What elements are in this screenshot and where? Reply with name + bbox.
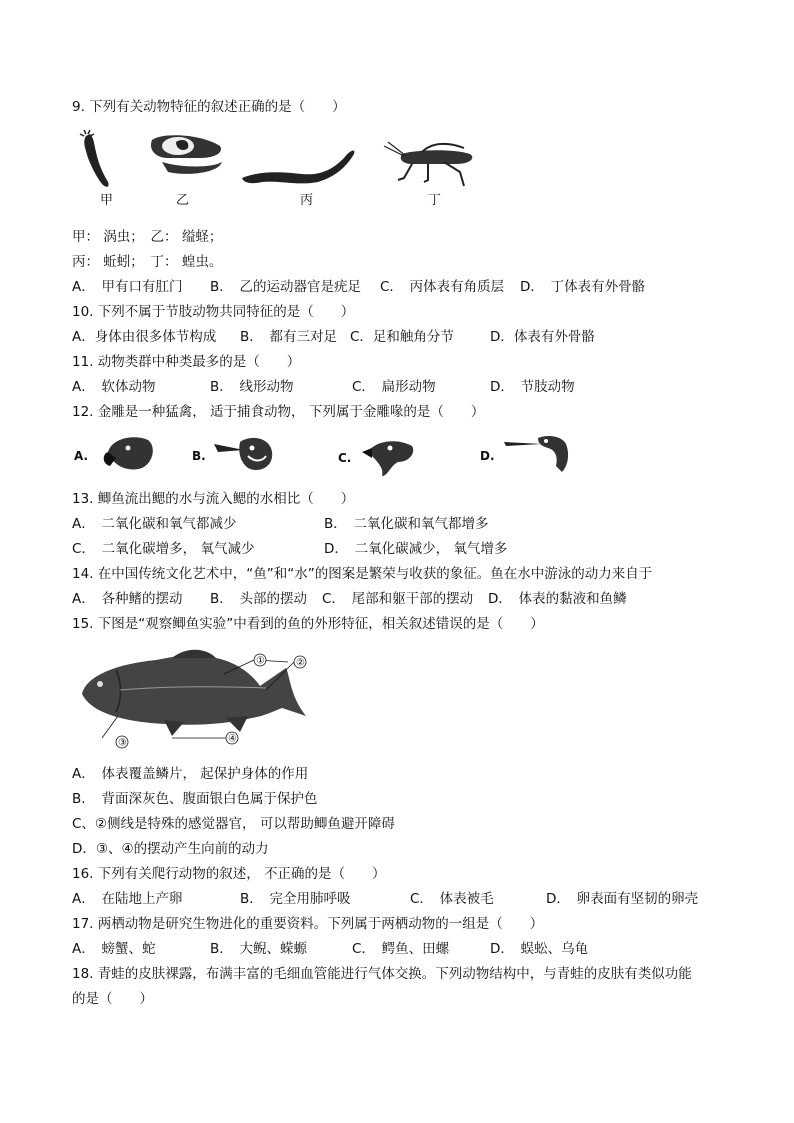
q10-option-b: B． 都有三对足 <box>240 329 338 345</box>
beak-label-d: D. <box>480 449 495 463</box>
q16-stem: 16. 下列有关爬行动物的叙述， 不正确的是（ ） <box>72 866 386 882</box>
q13-option-d: D． 二氧化碳减少， 氧气增多 <box>324 541 508 557</box>
q11-option-a: A． 软体动物 <box>72 379 156 395</box>
q14-option-b: B． 头部的摆动 <box>210 591 308 607</box>
razor-clam-image <box>151 135 222 174</box>
q17-stem: 17. 两栖动物是研究生物进化的重要资料。下列属于两栖动物的一组是（ ） <box>72 916 544 932</box>
q13-stem: 13. 鲫鱼流出鳃的水与流入鳃的水相比（ ） <box>72 491 355 507</box>
beak-b-image <box>214 438 272 470</box>
q16-option-d: D． 卵表面有坚韧的卵壳 <box>546 891 699 907</box>
q13-option-a: A． 二氧化碳和氧气都减少 <box>72 516 237 532</box>
marker-3: ③ <box>118 737 127 749</box>
caption-bing: 丙 <box>300 193 314 208</box>
q9-identity-line2: 丙： 蚯蚓； 丁： 蝗虫。 <box>72 254 223 270</box>
grasshopper-image <box>384 142 472 186</box>
q15-option-c: C、②侧线是特殊的感觉器官， 可以帮助鲫鱼避开障碍 <box>72 816 395 832</box>
q11-option-b: B． 线形动物 <box>210 379 294 395</box>
q12-stem: 12. 金雕是一种猛禽， 适于捕食动物， 下列属于金雕喙的是（ ） <box>72 404 485 420</box>
q10-stem: 10. 下列不属于节肢动物共同特征的是（ ） <box>72 304 355 320</box>
q13-option-c: C． 二氧化碳增多， 氧气减少 <box>72 541 255 557</box>
q11-option-d: D． 节肢动物 <box>490 379 575 395</box>
q13-option-b: B． 二氧化碳和氧气都增多 <box>324 516 489 532</box>
q11-stem: 11. 动物类群中种类最多的是（ ） <box>72 354 301 370</box>
q15-option-a: A． 体表覆盖鳞片， 起保护身体的作用 <box>72 766 309 782</box>
q17-option-b: B． 大鲵、蝾螈 <box>210 941 308 957</box>
q9-identity-line1: 甲： 涡虫； 乙： 缢蛏； <box>72 229 223 245</box>
q9-option-a: A． 甲有口有肛门 <box>72 279 183 295</box>
q17-option-a: A． 螃蟹、蛇 <box>72 941 156 957</box>
q14-option-c: C． 尾部和躯干部的摆动 <box>322 591 474 607</box>
caption-ding: 丁 <box>428 193 442 208</box>
beak-c-image <box>362 441 413 476</box>
flatworm-image <box>80 130 109 187</box>
q17-option-c: C． 鳄鱼、田螺 <box>352 941 450 957</box>
q18-stem-continued: 的是（ ） <box>72 991 153 1007</box>
marker-1: ① <box>256 655 265 667</box>
q9-option-d: D． 丁体表有外骨骼 <box>520 279 646 295</box>
marker-2: ② <box>296 657 305 669</box>
q15-option-d: D．③、④的摆动产生向前的动力 <box>72 841 269 857</box>
q9-stem: 9. 下列有关动物特征的叙述正确的是（ ） <box>72 99 346 115</box>
q15-option-b: B． 背面深灰色、腹面银白色属于保护色 <box>72 791 318 807</box>
earthworm-image <box>242 151 354 184</box>
q14-option-a: A． 各种鳍的摆动 <box>72 591 183 607</box>
q15-fish-figure <box>76 646 326 750</box>
q9-option-c: C． 丙体表有角质层 <box>380 279 505 295</box>
beak-label-b: B. <box>192 449 206 463</box>
q9-animals-figure <box>72 128 492 208</box>
q15-stem: 15. 下图是“观察鲫鱼实验”中看到的鱼的外形特征，相关叙述错误的是（ ） <box>72 616 544 632</box>
q18-stem: 18. 青蛙的皮肤裸露，布满丰富的毛细血管能进行气体交换。下列动物结构中，与青蛙的皮肤有类似功能 <box>72 966 692 982</box>
beak-label-a: A. <box>74 449 89 463</box>
q16-option-a: A． 在陆地上产卵 <box>72 891 183 907</box>
q11-option-c: C． 扁形动物 <box>352 379 436 395</box>
q10-option-c: C．足和触角分节 <box>350 329 454 345</box>
q14-option-d: D． 体表的黏液和鱼鳞 <box>488 591 627 607</box>
beak-a-image <box>104 437 153 469</box>
q12-beaks-figure <box>72 432 592 482</box>
q10-option-a: A．身体由很多体节构成 <box>72 329 217 345</box>
q14-stem: 14. 在中国传统文化艺术中，“鱼”和“水”的图案是繁荣与收获的象征。鱼在水中游泳的动力来自于 <box>72 566 653 582</box>
crucian-carp-image <box>82 650 306 736</box>
caption-yi: 乙 <box>176 193 190 208</box>
beak-label-c: C. <box>338 451 352 465</box>
beak-d-image <box>504 436 568 472</box>
marker-4: ④ <box>228 733 237 745</box>
q16-option-c: C． 体表被毛 <box>410 891 494 907</box>
caption-jia: 甲 <box>100 193 114 208</box>
q16-option-b: B． 完全用肺呼吸 <box>240 891 351 907</box>
q17-option-d: D． 蜈蚣、乌龟 <box>490 941 589 957</box>
q9-option-b: B． 乙的运动器官是疣足 <box>210 279 362 295</box>
q10-option-d: D．体表有外骨骼 <box>490 329 595 345</box>
